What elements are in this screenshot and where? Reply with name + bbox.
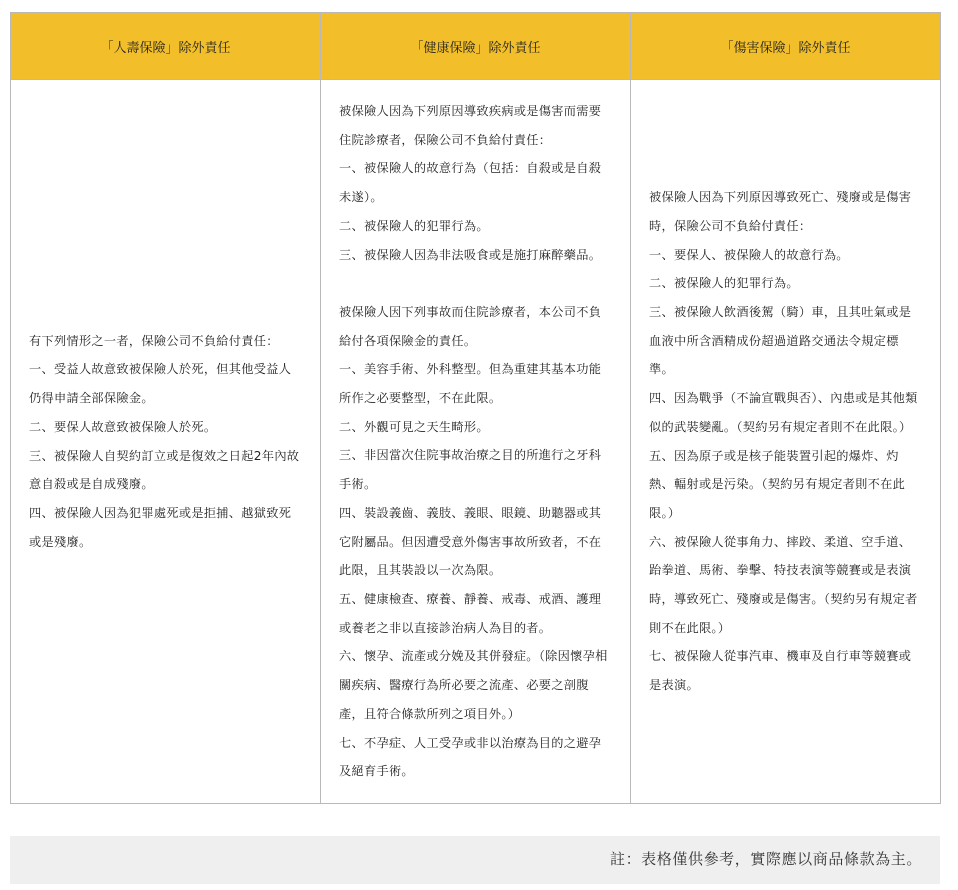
- accident-exclusions-text: 被保險人因為下列原因導致死亡、殘廢或是傷害時，保險公司不負給付責任： 一、要保人、被保險人的故意行為。 二、被保險人的犯罪行為。 三、被保險人飲酒後駕（騎）車，且其吐氣或是血液中所含酒精成份超過道路交通法令規定標準。 四、因為戰爭（不論宣戰與否）、內患或是其他類似的武裝變亂。（契約另有規定者則不在此限。） 五、因為原子或是核子能裝置引起的爆炸、灼熱、輻射或是污染。（契約另有規定者則不在此限。） 六、被保險人從事角力、摔跤、柔道、空手道、跆拳道、馬術、拳擊、特技表演等競賽或是表演時，導致死亡、殘廢或是傷害。（契約另有規定者則不在此限。） 七、被保險人從事汽車、機車及自行車等競賽或是表演。: [649, 190, 918, 693]
- health-exclusions-text-2: 被保險人因下列事故而住院診療者，本公司不負給付各項保險金的責任。 一、美容手術、外科整型。但為重建其基本功能所作之必要整型，不在此限。 二、外觀可見之天生畸形。 三、非因當次住院事故治療之目的所進行之牙科手術。 四、裝設義齒、義肢、義眼、眼鏡、助聽器或其它附屬品。但因遭受意外傷害事故所致者，不在此限，且其裝設以一次為限。 五、健康檢查、療養、靜養、戒毒、戒酒、護理或養老之非以直接診治病人為目的者。 六、懷孕、流產或分娩及其併發症。（除因懷孕相關疾病、醫療行為所必要之流產、必要之剖腹產，且符合條款所列之項目外。） 七、不孕症、人工受孕或非以治療為目的之避孕及絕育手術。: [339, 304, 608, 779]
- footer-note: 註：表格僅供參考，實際應以商品條款為主。: [609, 850, 922, 868]
- header-health-insurance: 「健康保險」除外責任: [321, 13, 631, 80]
- cell-accident-insurance: [631, 80, 941, 804]
- life-exclusions-text: 有下列情形之一者，保險公司不負給付責任： 一、受益人故意致被保險人於死，但其他受益人仍得申請全部保險金。 二、要保人故意致被保險人於死。 三、被保險人自契約訂立或是復效之日起2年內故意自殺或是自成殘廢。 四、被保險人因為犯罪處死或是拒捕、越獄致死或是殘廢。: [29, 333, 300, 549]
- footer-note-bar: [10, 836, 940, 884]
- table-body-row: [11, 80, 941, 804]
- header-life-insurance: 「人壽保險」除外責任: [11, 13, 321, 80]
- header-accident-insurance: 「傷害保險」除外責任: [631, 13, 941, 80]
- health-exclusions-text-1: 被保險人因為下列原因導致疾病或是傷害而需要住院診療者，保險公司不負給付責任： 一、被保險人的故意行為（包括：自殺或是自殺未遂）。 二、被保險人的犯罪行為。 三、被保險人因為非法吸食或是施打麻醉藥品。: [339, 104, 602, 262]
- cell-health-insurance: [321, 80, 631, 804]
- table-header-row: [11, 13, 941, 80]
- exclusions-table: [10, 12, 941, 804]
- paragraph-spacer: [339, 269, 612, 298]
- exclusions-table-wrapper: [10, 12, 940, 804]
- cell-life-insurance: [11, 80, 321, 804]
